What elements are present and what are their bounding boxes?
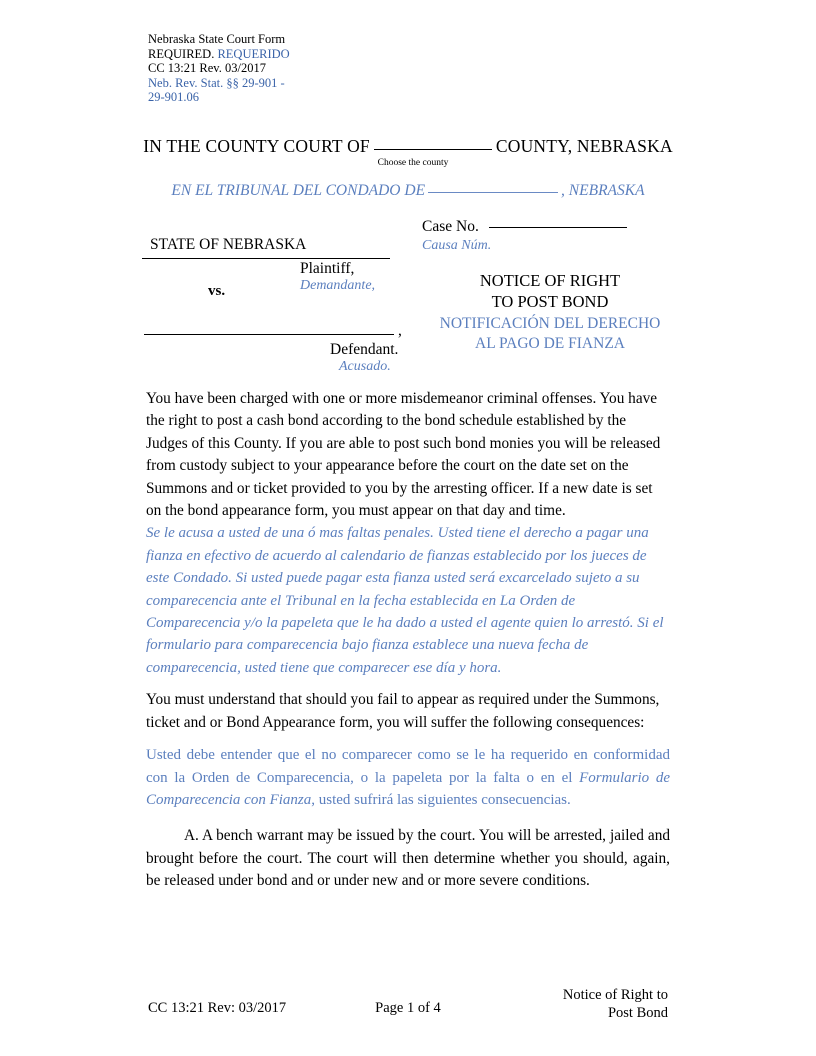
court-line-en xyxy=(0,136,816,157)
title-es-line2: AL PAGO DE FIANZA xyxy=(475,335,625,352)
court-prefix: IN THE COUNTY COURT OF xyxy=(143,136,370,156)
paragraph-2-en: You must understand that should you fail to appear as required under the Summons, ticket and or Bond Appearance form, you will suffer the following consequences: xyxy=(146,691,660,731)
title-es-line1: NOTIFICACIÓN DEL DERECHO xyxy=(439,315,661,332)
title-en-line1: NOTICE OF RIGHT xyxy=(479,271,621,290)
county-blank-es[interactable] xyxy=(428,192,558,193)
choose-county-hint: Choose the county xyxy=(377,158,449,168)
paragraph-2-es-form-name: Formulario de Comparecencia con Fianza xyxy=(146,769,670,808)
title-en-line2: TO POST BOND xyxy=(491,292,609,311)
plaintiff-name-line: STATE OF NEBRASKA xyxy=(142,236,390,259)
versus-label: vs. xyxy=(208,283,226,299)
footer-title xyxy=(508,986,668,1022)
case-no-blank[interactable] xyxy=(489,227,627,228)
statute-link-line2[interactable]: 29-901.06 xyxy=(148,90,200,104)
footer-form-id: CC 13:21 Rev: 03/2017 xyxy=(148,1000,287,1016)
case-no-label-es: Causa Núm. xyxy=(422,238,492,253)
defendant-name-blank[interactable] xyxy=(144,320,394,335)
form-header-line2 xyxy=(148,47,290,62)
paragraph-2-es xyxy=(146,744,670,811)
defendant-label: Defendant. xyxy=(330,341,399,358)
statute-link-line1[interactable]: Neb. Rev. Stat. §§ 29-901 - xyxy=(148,75,285,90)
case-number-field xyxy=(422,218,627,236)
paragraph-2-es-b: , usted sufrirá las siguientes consecuencias. xyxy=(311,791,571,808)
paragraph-2-es-a: Usted debe entender que el no comparecer como se le ha requerido en conformidad con la Orden de Comparecencia, o la papeleta por la falta o en el xyxy=(146,747,670,786)
court-caption xyxy=(0,136,816,200)
plaintiff-label: Plaintiff, xyxy=(300,260,355,277)
paragraph-3-en: A. A bench warrant may be issued by the court. You will be arrested, jailed and brought before the court. The court will then determine whether you should, again, be released under bond and or under new and or more severe conditions. xyxy=(146,827,670,890)
paragraph-1-en: You have been charged with one or more misdemeanor criminal offenses. You have the right to post a cash bond according to the bond schedule established by the Judges of this County. If you are able to post such bond monies you will be released from custody subject to your appearance before the court on the date set on the Summons and or ticket provided to you by the arresting officer. If a new date is set on the bond appearance form, you must appear on that day and time. xyxy=(146,390,661,520)
requerido-label: REQUERIDO xyxy=(217,46,290,61)
form-header-line3: CC 13:21 Rev. 03/2017 xyxy=(148,61,266,75)
court-suffix-es: , NEBRASKA xyxy=(561,182,645,199)
footer-page-number: Page 1 of 4 xyxy=(375,1000,441,1016)
defendant-comma: , xyxy=(398,322,402,339)
document-title-block xyxy=(420,270,680,354)
document-body xyxy=(146,388,670,893)
paragraph-1-es: Se le acusa a usted de una ó mas faltas penales. Usted tiene el derecho a pagar una fianza en efectivo de acuerdo al calendario de fianzas establecido por los jueces de este Condado. Si usted puede pagar esta fianza usted será excarcelado sujeto a su comparecencia ante el Tribunal en la fecha establecida en La Orden de Comparecencia y/o la papeleta que le ha dado a usted el agente quien lo arrestó. Si el formulario para comparecencia bajo fianza establece una nueva fecha de comparecencia, usted tiene que comparecer ese día y hora. xyxy=(146,525,664,676)
form-header xyxy=(148,32,290,105)
title-es xyxy=(420,314,680,354)
court-prefix-es: EN EL TRIBUNAL DEL CONDADO DE xyxy=(171,182,426,199)
required-label: REQUIRED. xyxy=(148,46,215,61)
form-header-line1: Nebraska State Court Form xyxy=(148,32,286,46)
footer-title-line2: Post Bond xyxy=(607,1005,668,1021)
case-no-label: Case No. xyxy=(422,218,479,235)
defendant-label-es: Acusado. xyxy=(339,359,391,374)
footer-title-line1: Notice of Right to xyxy=(562,987,668,1003)
court-line-es xyxy=(0,182,816,200)
court-suffix: COUNTY, NEBRASKA xyxy=(495,136,673,156)
title-en xyxy=(420,270,680,312)
plaintiff-label-es: Demandante, xyxy=(300,278,376,293)
county-blank[interactable] xyxy=(374,149,492,150)
